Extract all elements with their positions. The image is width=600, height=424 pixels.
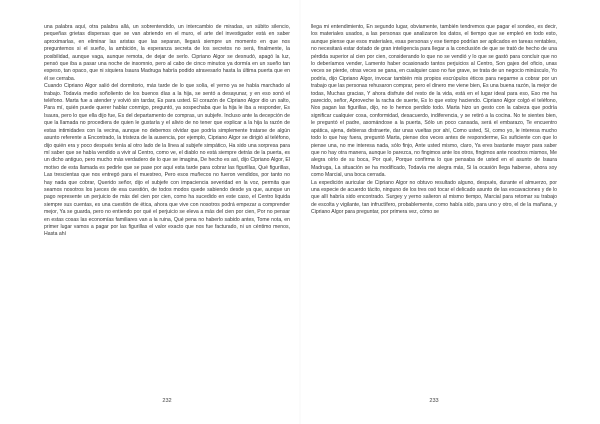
paragraph: Cuando Cipriano Algor salió del dormitorio, más tarde de lo que solía, el yerno ya se había marchado al trabajo. Todavía medio soñoliento de los buenos días a la hija, se sentó a desayunar, y en eso sonó el teléfono. Marta fue a atender y volvió sin tardar, Es para usted. El corazón de Cipriano Algor dio un salto, Para mí, quién puede querer hablar conmigo, preguntó, ya sospechaba que la hija le iba a responder, Es Isaura, pero lo que ella dijo fue, Es del departamento de compras, un subjefe. Incluso ante la decepción de que la llamada no procediera de quien le gustaría y el alivio de no tener que explicar a la hija la razón de estas intimidades con la vecina, aunque no debemos olvidar que podría simplemente tratarse de algún asunto referente a Encontrado, la tristeza de la ausencia, por ejemplo, Cipriano Algor se dirigió al teléfono, dijo quién era y poco después tenía al otro lado de la línea al subjefe simpático, Ha sido una sorpresa para mí saber que se había vendido a vivir al Centro, como ve, el diablo no está siempre detrás de la puerta, es un dicho antiguo, pero mucho más verdadero de lo que se imagina, De hecho es así, dijo Cipriano Algor, El motivo de esta llamada es pedirle que se pase por aquí esta tarde para cobrar las figurillas, Qué figurillas, Las trescientas que nos entregó para el muestreo, Pero esos muñecos no fueron vendidos, por tanto no hay nada que cobrar, Querido señor, dijo el subjefe con impaciencia severidad en la voz, permita que seamos nosotros los jueces de esa cuestión, de todos modos quede sabiendo desde ya que, aunque un pago represente un perjuicio de más del cien por cien, como ha sucedido en este caso, el Centro liquida siempre sus cuentas, es una cuestión de ética, ahora que vive con nosotros podrá empezar a comprender mejor, Ya se guarda, pero no entiendo por qué el perjuicio se eleva a más del cien por cien, Por no pensar en estas cosas las economías familiares van a la ruina, Qué pena no haberlo sabido antes, Tome nota, en primer lugar vamos a pagar por las figurillas el valor exacto que nos fue facturado, ni un céntimo menos, Hasta ahí — [44, 83, 290, 238]
right-page — [311, 24, 557, 404]
page-number: 232 — [162, 398, 172, 404]
page-gutter — [299, 0, 301, 424]
left-page — [44, 24, 290, 404]
page-number: 233 — [429, 398, 439, 404]
paragraph: una palabra aquí, otra palabra allá, un sobrentendido, un intercambio de miradas, un súbito silencio, pequeñas grietas dispersas que se van abriendo en el muro, el arte del investigador está en saber aproximarlas, en eliminar las aristas que las separan, llegará siempre un momento en que nos preguntemos si el sueño, la ambición, la esperanza secreta de los secretos no será, finalmente, la posibilidad, aunque vaga, aunque remota, de dejar de serlo. Cipriano Algor se desnudó, apagó la luz, pensó que iba a pasar una noche de insomnio, pero al cabo de cinco minutos ya dormía en un sueño tan espeso, tan opaco, que ni siquiera Isaura Madruga habría podido atravesarlo hasta la última puerta que en él se cerraba. — [44, 24, 290, 82]
paragraph: llega mi entendimiento, En segundo lugar, obviamente, también tendremos que pagar el sondeo, es decir, los materiales usados, a las personas que analizaron los datos, el tiempo que se empleó en todo esto, aunque piense que esos materiales, esas personas y ese tiempo podrían ser aplicados en tareas rentables, no necesitará estar dotado de gran inteligencia para llegar a la conclusión de que se trató de hecho de una pérdida superior al cien por cien, considerando lo que no se vendió y lo que se gastó para concluir que no lo deberíamos vender, Lamento haber ocasionado tantos perjuicios al Centro, Son gajes del oficio, unas veces se pierde, otras veces se gana, en cualquier caso no fue grave, se trata de un negocio minúsculo, Yo podría, dijo Cipriano Algor, invocar también mis propios escrúpulos éticos para negarme a cobrar por un trabajo que las personas rehusaron comprar, pero el dinero me viene bien, Es una buena razón, la mejor de todas, Muchas gracias, Y ahora disfrute del resto de la vida, está en el lugar ideal para eso, Eso me ha parecido, señor, Aproveche la racha de suerte, Es lo que estoy haciendo. Cipriano Algor colgó el teléfono, Nos pagan las figurillas, dijo, no lo hemos perdido todo. Marta hizo un gesto con la cabeza que podría significar cualquier cosa, conformidad, desacuerdo, indiferencia, y se retiró a la cocina. No te sientes bien, le preguntó el padre, asomándose a la puerta, Sólo un poco cansada, será el embarazo, Te encuentro apática, ajena, debieras distraerte, dar unas vueltas por ahí, Como usted, Sí, como yo, le interesa mucho todo lo que hay fuera, preguntó Marta, piense dos veces antes de responderme, Es suficiente con que lo piense una, no me interesa nada, sólo finjo, Ante usted mismo, claro, Ya eres bastante mayor para saber que no hay otra manera, aunque lo parezca, no fingimos ante los otros, fingimos ante nosotros mismos, Me alegra oírlo de su boca, Por qué, Porque confirma lo que pensaba de usted en el asunto de Isaura Madruga, La situación se ha modificado, Todavía me alegra más, Si la ocasión llega haberse, ahora soy como Marcial, una boca cerrada. — [311, 24, 557, 179]
right-page-body — [311, 24, 557, 380]
paragraph: La expedición auricular de Cipriano Algor no obtuvo resultado alguno, después, durante el almuerzo, por una especie de acuerdo tácito, ninguno de los tres osó tocar el delicado asunto de las excavaciones y de lo que allí habría sido encontrado. Surgey y yerno salieron al mismo tiempo, Marcial para retomar su trabajo de escolta y vigilante, tan infructífero, probablemente, como había sido, para uno y otro, el de la mañana, y Cipriano Algor para preguntar, por primera vez, cómo se — [311, 179, 557, 216]
left-page-body — [44, 24, 290, 380]
